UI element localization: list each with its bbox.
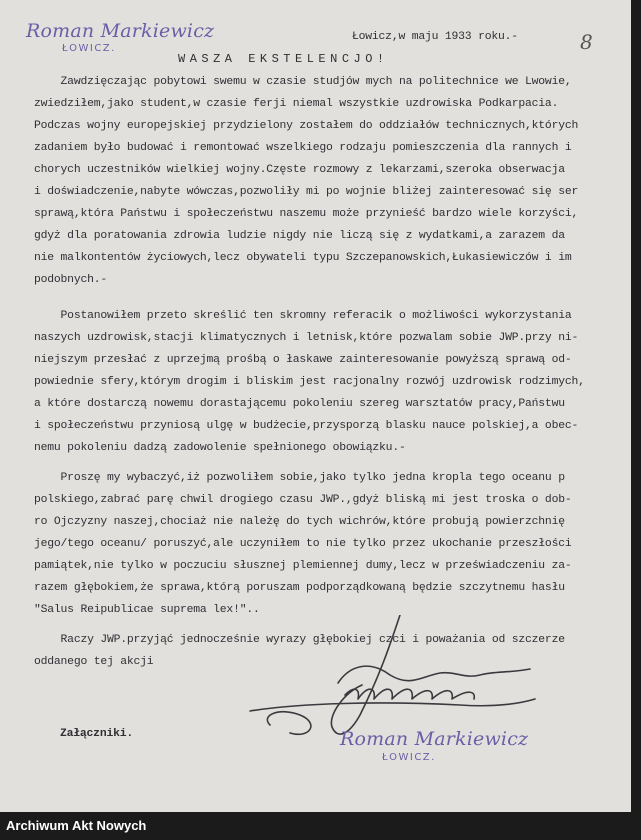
signature-stroke — [338, 666, 530, 683]
body-line: nemu pokoleniu dadzą zadowolenie spełnionego obowiązku.- — [34, 442, 406, 454]
enclosures-label: Załączniki. — [60, 728, 133, 740]
body-line: zadaniem było budować i remontować wszelkiego rodzaju pomieszczenia dla rannych i — [34, 142, 572, 154]
body-line: "Salus Reipublicae suprema lex!".. — [34, 604, 260, 616]
letterhead-stamp-city: ŁOWICZ. — [62, 43, 116, 54]
body-line: chorych uczestników wielkiej wojny.Częste rozmowy z lekarzami,szeroka obserwacja — [34, 164, 565, 176]
body-line: nie malkontentów życiowych,lecz obywateli typu Szczepanowskich,Łukasiewiczów i im — [34, 252, 572, 264]
body-line: Proszę my wybaczyć,iż pozwoliłem sobie,jako tylko jedna kropla tego oceanu p — [34, 472, 565, 484]
body-line: naszych uzdrowisk,stacji klimatycznych i letnisk,które pozwalam sobie JWP.przy ni- — [34, 332, 579, 344]
body-line: Postanowiłem przeto skreślić ten skromny referacik o możliwości wykorzystania — [34, 310, 572, 322]
signature-stamp-city: ŁOWICZ. — [382, 752, 436, 763]
signature-stroke — [267, 712, 311, 735]
archive-footer — [0, 812, 641, 840]
body-line: sprawą,która Państwu i społeczeństwu naszemu może przynieść bardzo wiele korzyści, — [34, 208, 579, 220]
body-line: podobnych.- — [34, 274, 107, 286]
body-line: razem głębokiem,że sprawa,którą poruszam podporządkowaną będzie szczytnemu hasłu — [34, 582, 565, 594]
archive-name: Archiwum Akt Nowych — [6, 818, 147, 833]
body-line: zwiedziłem,jako student,w czasie ferji niemal wszystkie uzdrowiska Podkarpacia. — [34, 98, 559, 110]
body-line: niejszym przesłać z uprzejmą prośbą o łaskawe zainteresowanie powyższą sprawą od- — [34, 354, 572, 366]
date-line: Łowicz,w maju 1933 roku.- — [352, 31, 518, 43]
body-line: gdyż dla poratowania zdrowia ludzie nigdy nie liczą się z wydatkami,a zarazem da — [34, 230, 565, 242]
body-line: i doświadczenie,nabyte wówczas,pozwoliły mi po wojnie bliżej zainteresować się ser — [34, 186, 579, 198]
page-number: 8 — [580, 30, 593, 54]
body-line: Zawdzięczając pobytowi swemu w czasie studjów mych na politechnice we Lwowie, — [34, 76, 572, 88]
body-line: oddanego tej akcji — [34, 656, 154, 668]
signature-stamp-name: Roman Markiewicz — [340, 728, 529, 750]
body-line: ro Ojczyzny naszej,chociaż nie należę do tych wichrów,które probują powierzchnię — [34, 516, 565, 528]
body-line: Raczy JWP.przyjąć jednocześnie wyrazy głębokiej czci i poważania od szczerze — [34, 634, 565, 646]
signature-stroke — [250, 699, 535, 711]
body-line: Podczas wojny europejskiej przydzielony zostałem do oddziałów technicznych,których — [34, 120, 579, 132]
signature-stroke — [345, 689, 474, 699]
body-line: jego/tego oceanu/ poruszyć,ale uczyniłem to nie tylko przez ukochanie przeszłości — [34, 538, 572, 550]
salutation: WASZA EKSTELENCJO! — [178, 52, 389, 66]
body-line: pamiątek,nie tylko w poczuciu słusznej plemiennej dumy,lecz w przeświadczeniu za- — [34, 560, 572, 572]
body-line: powiednie sfery,którym drogim i bliskim jest racjonalny rozwój uzdrowisk rodzimych, — [34, 376, 585, 388]
body-line: i społeczeństwu przyniosą ulgę w budżecie,przysporzą blasku nauce polskiej,a obec- — [34, 420, 579, 432]
letterhead-stamp-name: Roman Markiewicz — [26, 20, 215, 42]
body-line: a które dostarczą nowemu dorastającemu pokoleniu szereg warsztatów pracy,Państwu — [34, 398, 565, 410]
body-line: polskiego,zabrać parę chwil drogiego czasu JWP.,gdyż bliską mi jest troska o dob- — [34, 494, 572, 506]
